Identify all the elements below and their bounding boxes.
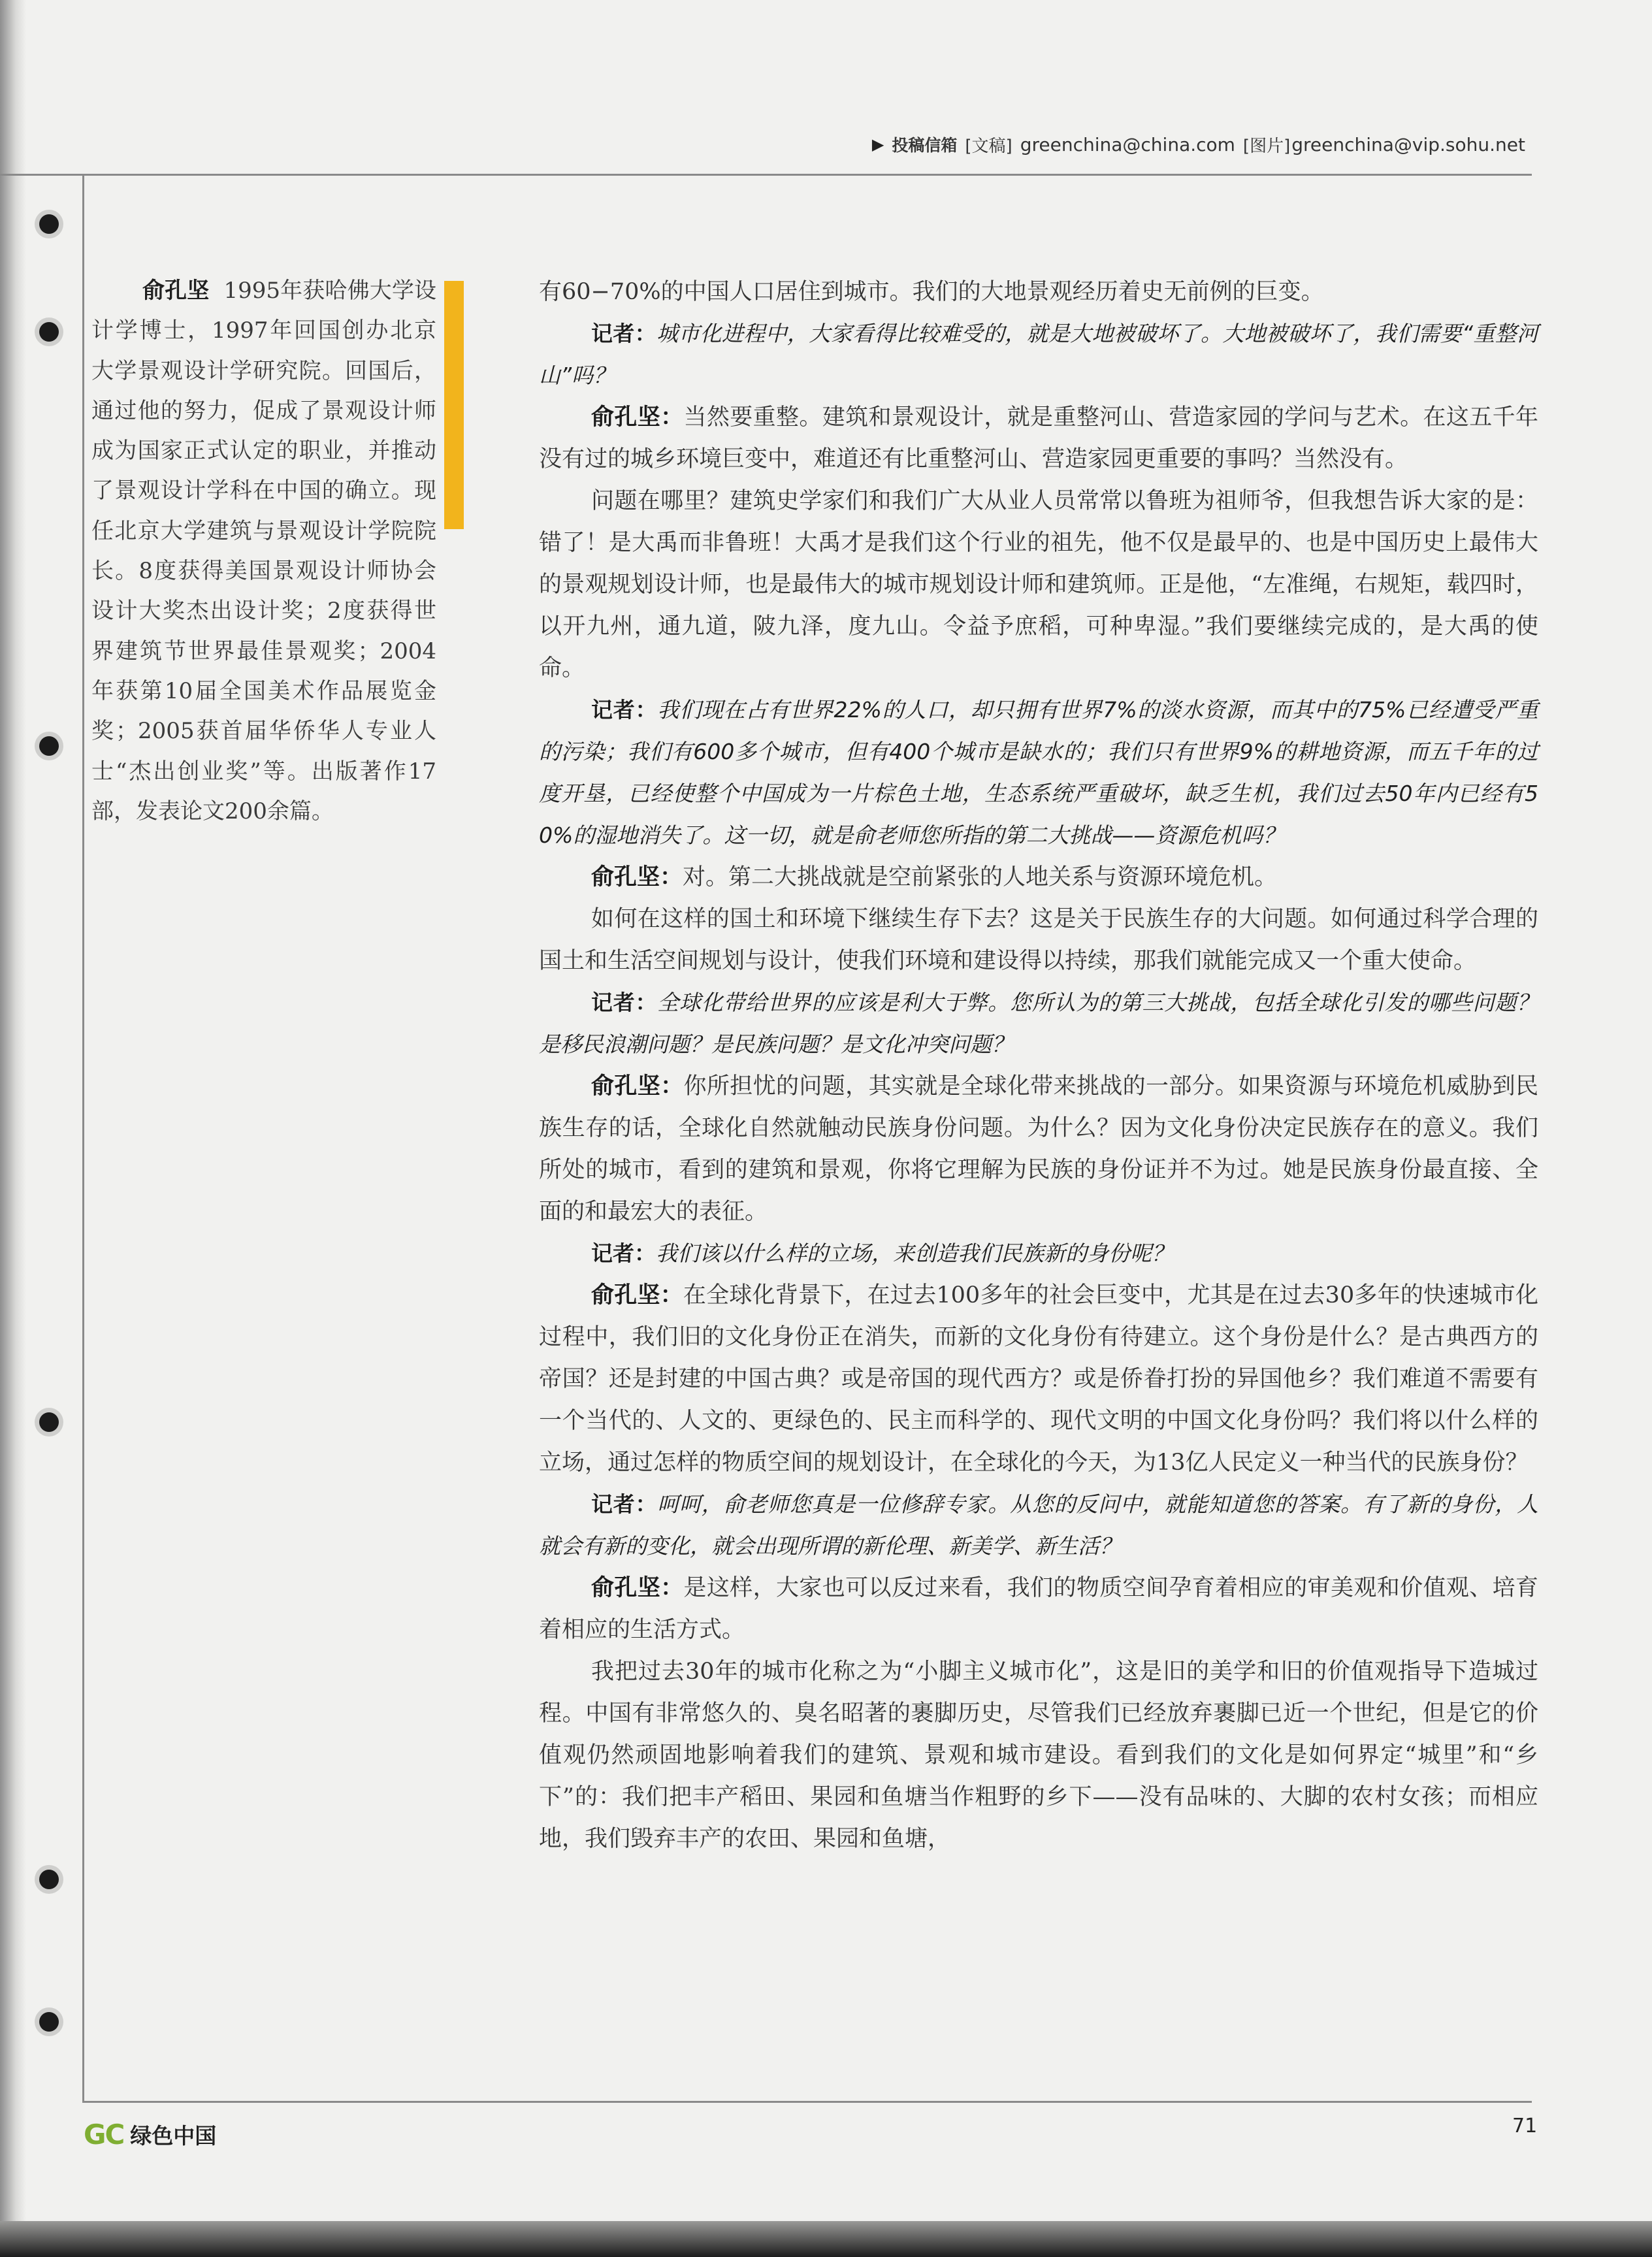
paragraph-text: 是这样，大家也可以反过来看，我们的物质空间孕育着相应的审美观和价值观、培育着相应的生活方式。	[539, 1575, 1538, 1643]
body-paragraph	[539, 1651, 1538, 1860]
speaker-label: 俞孔坚：	[591, 1282, 683, 1308]
submission-header	[872, 128, 1525, 161]
paragraph-text: 我们该以什么样的立场，来创造我们民族新的身份呢？	[656, 1241, 1173, 1266]
accent-bar	[444, 281, 464, 529]
image-submission-tag: [图片]	[1242, 136, 1291, 156]
body-paragraph	[539, 271, 1538, 313]
speaker-label: 俞孔坚：	[591, 1575, 684, 1601]
paragraph-text: 全球化带给世界的应该是利大于弊。您所认为的第三大挑战，包括全球化引发的哪些问题？是移民浪潮问题？是民族问题？是文化冲突问题？	[539, 990, 1539, 1057]
paragraph-text: 在全球化背景下，在过去100多年的社会巨变中，尤其是在过去30多年的快速城市化过程中，我们旧的文化身份正在消失，而新的文化身份有待建立。这个身份是什么？是古典西方的帝国？还是封建的中国古典？或是帝国的现代西方？或是侨眷打扮的异国他乡？我们难道不需要有一个当代的、人文的、更绿色的、民主而科学的、现代文明的中国文化身份吗？我们将以什么样的立场，通过怎样的物质空间的规划设计，在全球化的今天，为13亿人民定义一种当代的民族身份？	[539, 1282, 1538, 1476]
paragraph-text: 如何在这样的国土和环境下继续生存下去？这是关于民族生存的大问题。如何通过科学合理的国土和生活空间规划与设计，使我们环境和建设得以持续，那我们就能完成又一个重大使命。	[539, 906, 1538, 974]
paragraph-text: 问题在哪里？建筑史学家们和我们广大从业人员常常以鲁班为祖师爷，但我想告诉大家的是：错了！是大禹而非鲁班！大禹才是我们这个行业的祖先，他不仅是最早的、也是中国历史上最伟大的景观规划设计师，也是最伟大的城市规划设计师和建筑师。正是他，“左准绳，右规矩，载四时，以开九州，通九道，陂九泽，度九山。令益予庶稻，可种卑湿。”我们要继续完成的，是大禹的使命。	[539, 488, 1538, 681]
speaker-label: 记者：	[591, 321, 656, 346]
question-paragraph	[539, 1233, 1538, 1275]
body-paragraph	[539, 480, 1538, 689]
answer-paragraph	[539, 856, 1538, 898]
paragraph-text: 呵呵，俞老师您真是一位修辞专家。从您的反问中，就能知道您的答案。有了新的身份，人就会有新的变化，就会出现所谓的新伦理、新美学、新生活？	[539, 1491, 1539, 1559]
image-submission-email[interactable]: greenchina@vip.sohu.net	[1291, 133, 1525, 155]
body-paragraph	[539, 898, 1538, 982]
speaker-label: 记者：	[591, 697, 658, 723]
left-margin-rule	[82, 174, 84, 2101]
binder-hole	[39, 2012, 59, 2032]
gc-logo-mark: GC	[84, 2119, 124, 2151]
page-number: 71	[1512, 2115, 1538, 2137]
binder-hole	[39, 322, 59, 342]
author-bio	[91, 271, 436, 832]
paragraph-text: 我们现在占有世界22%的人口，却只拥有世界7%的淡水资源，而其中的75%已经遭受严重的污染；我们有600多个城市，但有400个城市是缺水的；我们只有世界9%的耕地资源，而五千年的过度开垦，已经使整个中国成为一片棕色土地，生态系统严重破坏，缺乏生机，我们过去50年内已经有50%的湿地消失了。这一切，就是俞老师您所指的第二大挑战——资源危机吗？	[539, 697, 1538, 848]
header-label: 投稿信箱	[892, 136, 958, 155]
answer-paragraph	[539, 1065, 1538, 1233]
paragraph-text: 我把过去30年的城市化称之为“小脚主义城市化”，这是旧的美学和旧的价值观指导下造城过程。中国有非常悠久的、臭名昭著的裹脚历史，尽管我们已经放弃裹脚已近一个世纪，但是它的价值观仍然顽固地影响着我们的建筑、景观和城市建设。看到我们的文化是如何界定“城里”和“乡下”的：我们把丰产稻田、果园和鱼塘当作粗野的乡下——没有品味的、大脚的农村女孩；而相应地，我们毁弃丰产的农田、果园和鱼塘，	[539, 1659, 1538, 1852]
speaker-label: 记者：	[591, 1241, 656, 1266]
binder-hole	[39, 1870, 59, 1889]
paragraph-text: 你所担忧的问题，其实就是全球化带来挑战的一部分。如果资源与环境危机威胁到民族生存的话，全球化自然就触动民族身份问题。为什么？因为文化身份决定民族存在的意义。我们所处的城市，看到的建筑和景观，你将它理解为民族的身份证并不为过。她是民族身份最直接、全面的和最宏大的表征。	[539, 1073, 1538, 1225]
speaker-label: 记者：	[591, 1491, 658, 1517]
magazine-name: 绿色中国	[130, 2123, 217, 2149]
author-bio-text: 1995年获哈佛大学设计学博士，1997年回国创办北京大学景观设计学研究院。回国后，通过他的努力，促成了景观设计师成为国家正式认定的职业，并推动了景观设计学科在中国的确立。现任北京大学建筑与景观设计学院院长。8度获得美国景观设计师协会设计大奖杰出设计奖；2度获得世界建筑节世界最佳景观奖；2004年获第10届全国美术作品展览金奖；2005获首届华侨华人专业人士“杰出创业奖”等。出版著作17部，发表论文200余篇。	[91, 278, 437, 824]
text-submission-tag: [文稿]	[965, 136, 1012, 156]
speaker-label: 记者：	[591, 990, 658, 1015]
question-paragraph	[539, 313, 1538, 397]
author-name: 俞孔坚	[142, 278, 210, 304]
question-paragraph	[539, 689, 1538, 856]
paragraph-text: 对。第二大挑战就是空前紧张的人地关系与资源环境危机。	[683, 864, 1278, 890]
paragraph-text: 城市化进程中，大家看得比较难受的，就是大地被破坏了。大地被破坏了，我们需要“重整河山”吗？	[539, 321, 1539, 388]
play-arrow-icon: ▶	[871, 135, 884, 154]
magazine-logo	[84, 2119, 216, 2151]
paragraph-text: 有60−70%的中国人口居住到城市。我们的大地景观经历着史无前例的巨变。	[539, 279, 1324, 305]
answer-paragraph	[539, 1567, 1538, 1651]
scan-bottom-edge	[0, 2221, 1652, 2257]
binder-hole	[39, 736, 59, 756]
text-submission-email[interactable]: greenchina@china.com	[1020, 133, 1235, 155]
binder-hole	[39, 214, 59, 234]
header-rule	[0, 174, 1532, 176]
page-edge-shadow	[0, 0, 26, 2257]
speaker-label: 俞孔坚：	[591, 404, 684, 430]
article-body	[539, 271, 1538, 1860]
paragraph-text: 当然要重整。建筑和景观设计，就是重整河山、营造家园的学问与艺术。在这五千年没有过的城乡环境巨变中，难道还有比重整河山、营造家园更重要的事吗？当然没有。	[539, 404, 1538, 472]
answer-paragraph	[539, 397, 1538, 480]
speaker-label: 俞孔坚：	[591, 864, 683, 890]
answer-paragraph	[539, 1275, 1538, 1484]
speaker-label: 俞孔坚：	[591, 1073, 684, 1099]
question-paragraph	[539, 982, 1538, 1065]
question-paragraph	[539, 1484, 1538, 1567]
footer-rule	[82, 2101, 1532, 2103]
binder-hole	[39, 1412, 59, 1432]
